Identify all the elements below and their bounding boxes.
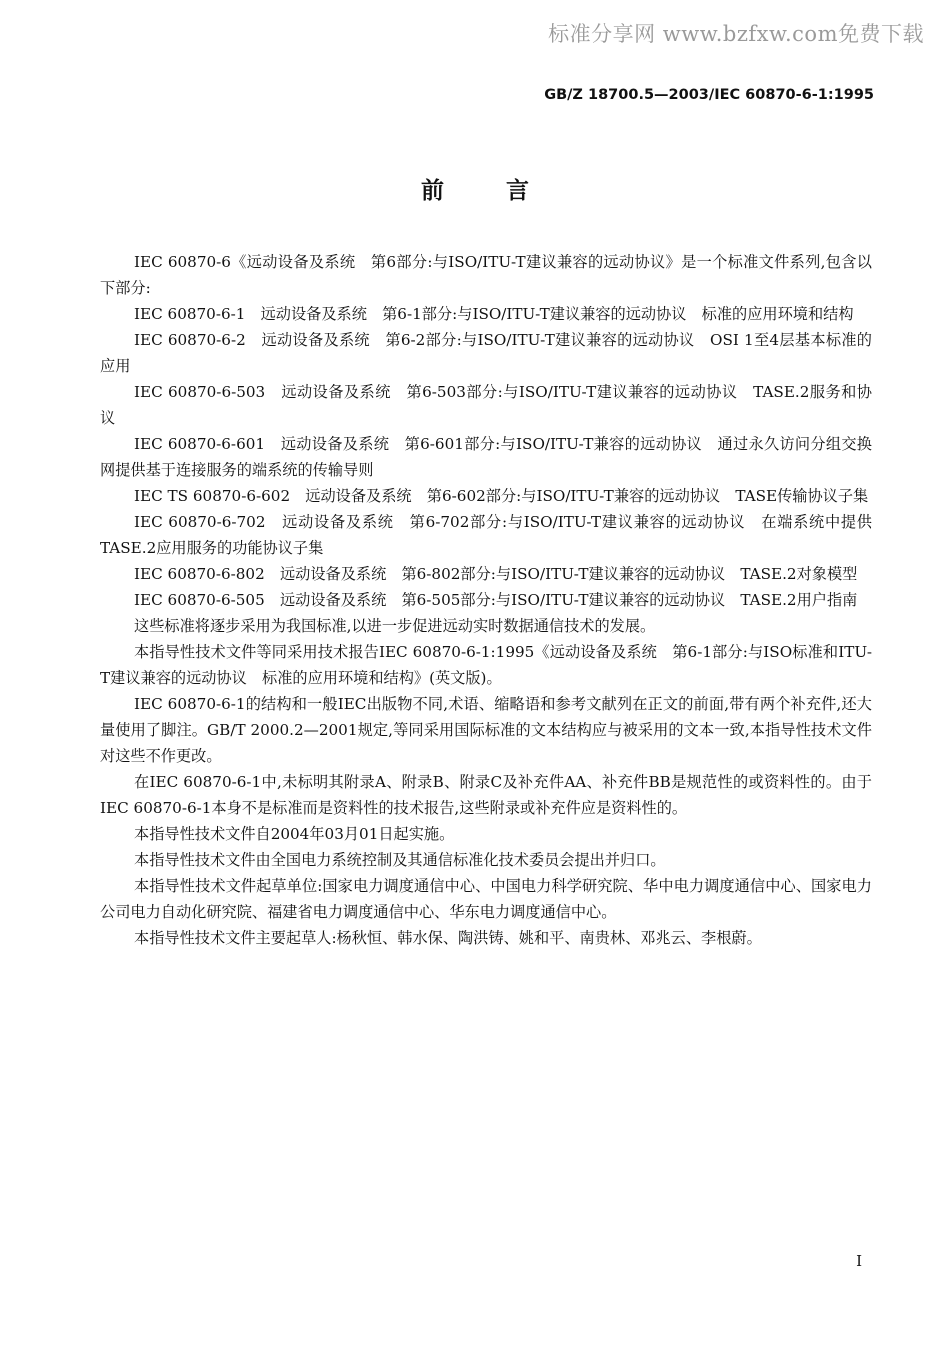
paragraph: IEC 60870-6-503 远动设备及系统 第6-503部分:与ISO/ITU-T建议兼容的远动协议 TASE.2服务和协议 bbox=[100, 383, 872, 427]
paragraph: 本指导性技术文件主要起草人:杨秋恒、韩水保、陶洪铸、姚和平、南贵林、邓兆云、李根蔚。 bbox=[134, 929, 762, 947]
paragraph: IEC TS 60870-6-602 远动设备及系统 第6-602部分:与ISO/ITU-T兼容的远动协议 TASE传输协议子集 bbox=[134, 487, 869, 505]
document-code: GB/Z 18700.5—2003/IEC 60870-6-1:1995 bbox=[544, 87, 874, 103]
page-number: I bbox=[856, 1252, 862, 1270]
paragraph: IEC 60870-6-1的结构和一般IEC出版物不同,术语、缩略语和参考文献列在正文的前面,带有两个补充件,还大量使用了脚注。GB/T 2000.2—2001规定,等同采用国际标准的文本结构应与被采用的文本一致,本指导性技术文件对这些不作更改。 bbox=[100, 695, 872, 765]
paragraph: 本指导性技术文件等同采用技术报告IEC 60870-6-1:1995《远动设备及系统 第6-1部分:与ISO标准和ITU-T建议兼容的远动协议 标准的应用环境和结构》(英文版)。 bbox=[100, 643, 872, 687]
paragraph: IEC 60870-6-702 远动设备及系统 第6-702部分:与ISO/ITU-T建议兼容的远动协议 在端系统中提供TASE.2应用服务的功能协议子集 bbox=[100, 513, 872, 557]
paragraph: IEC 60870-6-1 远动设备及系统 第6-1部分:与ISO/ITU-T建议兼容的远动协议 标准的应用环境和结构 bbox=[134, 305, 854, 323]
paragraph: IEC 60870-6《远动设备及系统 第6部分:与ISO/ITU-T建议兼容的远动协议》是一个标准文件系列,包含以下部分: bbox=[100, 253, 872, 297]
paragraph: IEC 60870-6-802 远动设备及系统 第6-802部分:与ISO/ITU-T建议兼容的远动协议 TASE.2对象模型 bbox=[134, 565, 858, 583]
foreword-body bbox=[100, 249, 872, 951]
paragraph: 这些标准将逐步采用为我国标准,以进一步促进远动实时数据通信技术的发展。 bbox=[134, 617, 656, 635]
paragraph: IEC 60870-6-601 远动设备及系统 第6-601部分:与ISO/ITU-T兼容的远动协议 通过永久访问分组交换网提供基于连接服务的端系统的传输导则 bbox=[100, 435, 872, 479]
page-title: 前言 bbox=[421, 178, 591, 204]
paragraph: 本指导性技术文件起草单位:国家电力调度通信中心、中国电力科学研究院、华中电力调度通信中心、国家电力公司电力自动化研究院、福建省电力调度通信中心、华东电力调度通信中心。 bbox=[100, 877, 872, 921]
paragraph: 本指导性技术文件自2004年03月01日起实施。 bbox=[134, 825, 455, 843]
paragraph: 在IEC 60870-6-1中,未标明其附录A、附录B、附录C及补充件AA、补充件BB是规范性的或资料性的。由于IEC 60870-6-1本身不是标准而是资料性的技术报告,这些附录或补充件应是资料性的。 bbox=[100, 773, 872, 817]
watermark-text: 标准分享网 www.bzfxw.com免费下载 bbox=[548, 22, 924, 46]
paragraph: 本指导性技术文件由全国电力系统控制及其通信标准化技术委员会提出并归口。 bbox=[134, 851, 666, 869]
paragraph: IEC 60870-6-2 远动设备及系统 第6-2部分:与ISO/ITU-T建议兼容的远动协议 OSI 1至4层基本标准的应用 bbox=[100, 331, 872, 375]
paragraph: IEC 60870-6-505 远动设备及系统 第6-505部分:与ISO/ITU-T建议兼容的远动协议 TASE.2用户指南 bbox=[134, 591, 858, 609]
